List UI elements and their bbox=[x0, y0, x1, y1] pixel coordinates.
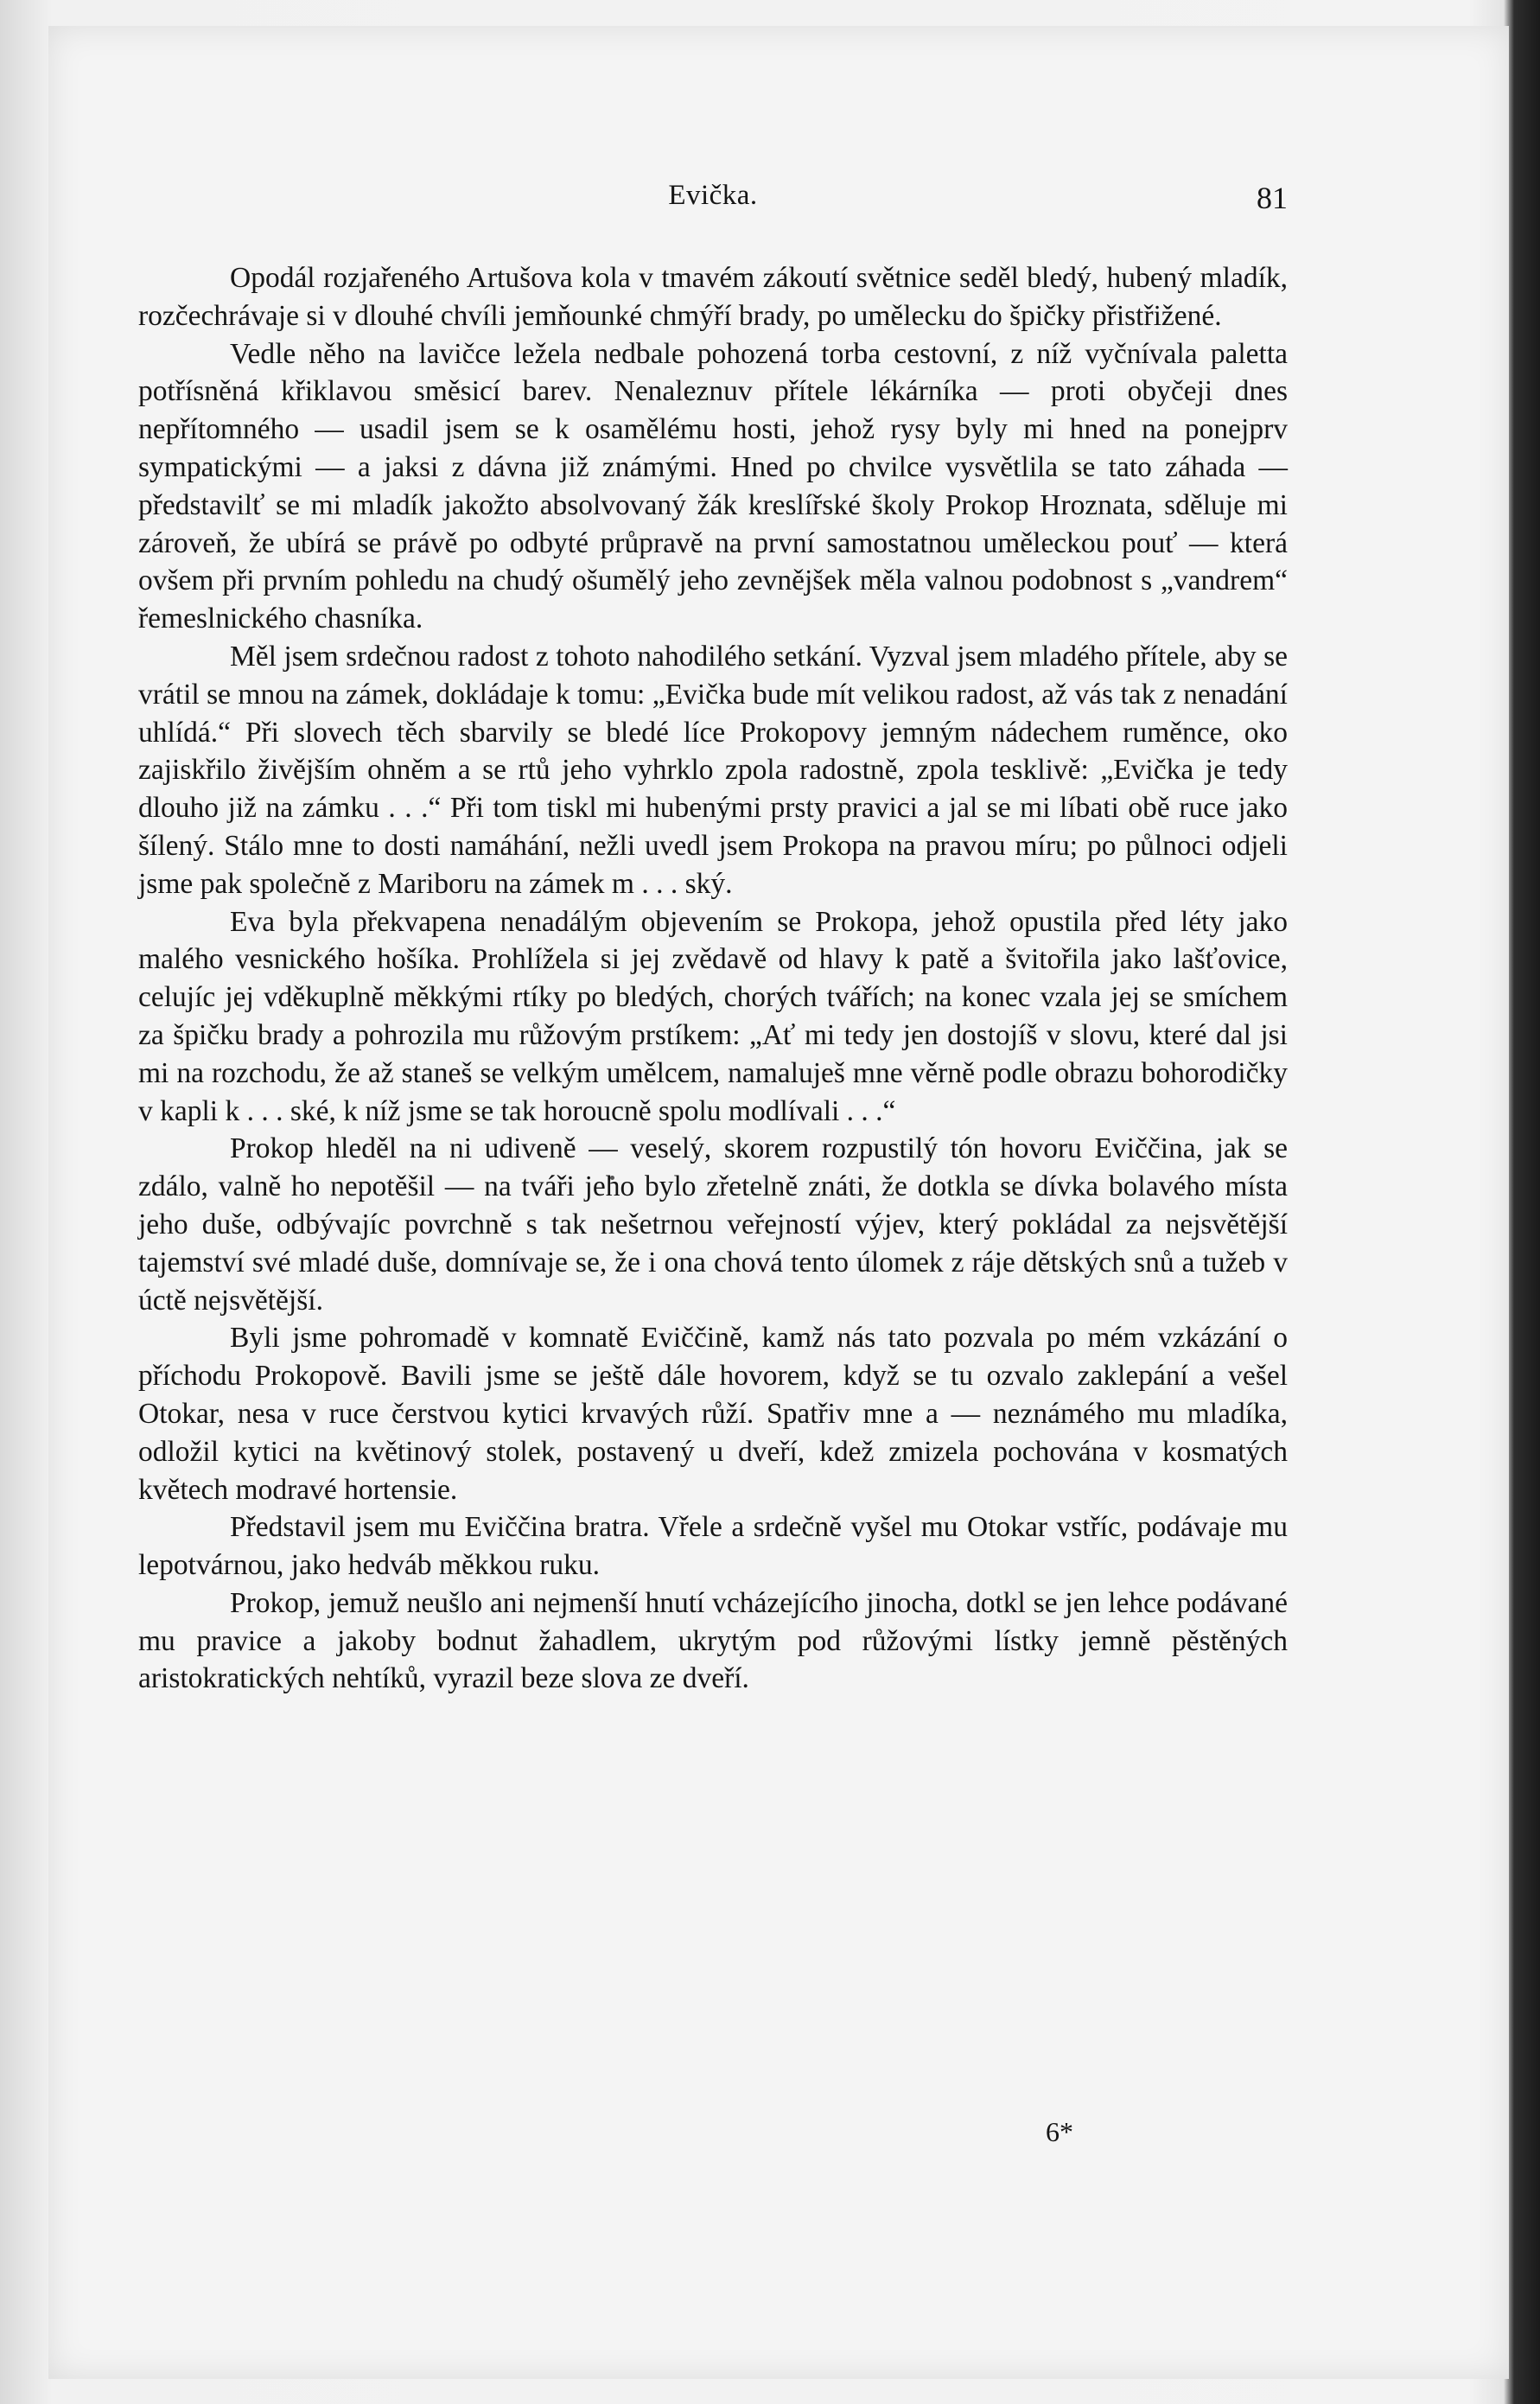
paragraph: Eva byla překvapena nenadálým objevením se Prokopa, jehož opustila před léty jako malého vesnického hošíka. Prohlížela si jej zvědavě od hlavy k patě a švitořila jako lašťovice, celujíc jej vděkuplně měkkými rtíky po bledých, chorých tvářích; na konec vzala jej se smíchem za špičku brady a pohrozila mu růžovým prstíkem: „Ať mi tedy jen dostojíš v slovu, které dal jsi mi na rozchodu, že až staneš se velkým umělcem, namaluješ mne věrně podle obrazu bohorodičky v kapli k . . . ské, k níž jsme se tak horoucně spolu modlívali . . .“ bbox=[138, 905, 1288, 1127]
page-number: 81 bbox=[1257, 181, 1288, 215]
body-text bbox=[138, 259, 1288, 1698]
paragraph: Představil jsem mu Eviččina bratra. Vřele a srdečně vyšel mu Otokar vstříc, podávaje mu lepotvárnou, jako hedváb měkkou ruku. bbox=[138, 1511, 1288, 1582]
signature-mark: 6* bbox=[1046, 2116, 1073, 2147]
paragraph: Opodál rozjařeného Artušova kola v tmavém zákoutí světnice seděl bledý, hubený mladík, rozčechrávaje si v dlouhé chvíli jemňounké chmýří brady, po umělecku do špičky přistřižené. bbox=[138, 262, 1288, 332]
paragraph: Byli jsme pohromadě v komnatě Eviččině, kamž nás tato pozvala po mém vzkázání o příchodu Prokopově. Bavili jsme se ještě dále hovorem, když se tu ozvalo zaklepání a vešel Otokar, nesa v ruce čerstvou kytici krvavých růží. Spatřiv mne a — neznámého mu mladíka, odložil kytici na květinový stolek, postavený u dveří, kdež zmizela pochována v kosmatých květech modravé hortensie. bbox=[138, 1322, 1288, 1506]
running-head: Evička. bbox=[668, 180, 758, 211]
page-header bbox=[138, 180, 1288, 218]
paragraph: Měl jsem srdečnou radost z tohoto nahodilého setkání. Vyzval jsem mladého přítele, aby se vrátil se mnou na zámek, dokládaje k tomu: „Evička bude mít velikou radost, až vás tak z nenadání uhlídá.“ Při slovech těch sbarvily se bledé líce Prokopovy jemným nádechem ruměnce, oko zajiskřilo živějším ohněm a se rtů jeho vyhrklo zpola radostně, zpola tesklivě: „Evička je tedy dlouho již na zámku . . .“ Při tom tiskl mi hubenými prsty pravici a jal se mi líbati obě ruce jako šílený. Stálo mne to dosti namáhání, nežli uvedl jsem Prokopa na pravou míru; po půlnoci odjeli jsme pak společně z Mariboru na zámek m . . . ský. bbox=[138, 640, 1288, 900]
paragraph: Prokop, jemuž neušlo ani nejmenší hnutí vcházejícího jinocha, dotkl se jen lehce podávané mu pravice a jakoby bodnut žahadlem, ukrytým pod růžovými lístky jemně pěstěných aristokratických nehtíků, vyrazil beze slova ze dveří. bbox=[138, 1586, 1288, 1695]
paragraph: Vedle něho na lavičce ležela nedbale pohozená torba cestovní, z níž vyčnívala paletta potřísněná křiklavou směsicí barev. Nenaleznuv přítele lékárníka — proti obyčeji dnes nepřítomného — usadil jsem se k osamělému hosti, jehož rysy byly mi hned na ponejprv sympatickými — a jaksi z dávna již známými. Hned po chvilce vysvětlila se tato záhada — představilť se mi mladík jakožto absolvovaný žák kreslířské školy Prokop Hroznata, sděluje mi zároveň, že ubírá se právě po odbyté průpravě na první samostatnou uměleckou pouť — která ovšem při prvním pohledu na chudý ošumělý jeho zevnějšek měla valnou podobnost s „vandrem“ řemeslnického chasníka. bbox=[138, 337, 1288, 635]
paragraph: Prokop hleděl na ni udiveně — veselý, skorem rozpustilý tón hovoru Eviččina, jak se zdálo, valně ho nepotěšil — na tváři jeho bylo zřetelně znáti, že dotkla se dívka bolavého místa jeho duše, odbývajíc povrchně s tak nešetrnou veřejností výjev, který pokládal za nejsvětější tajemství své mladé duše, domnívaje se, že i ona chová tento úlomek z ráje dětských snů a tužeb v úctě nejsvětější. bbox=[138, 1132, 1288, 1317]
